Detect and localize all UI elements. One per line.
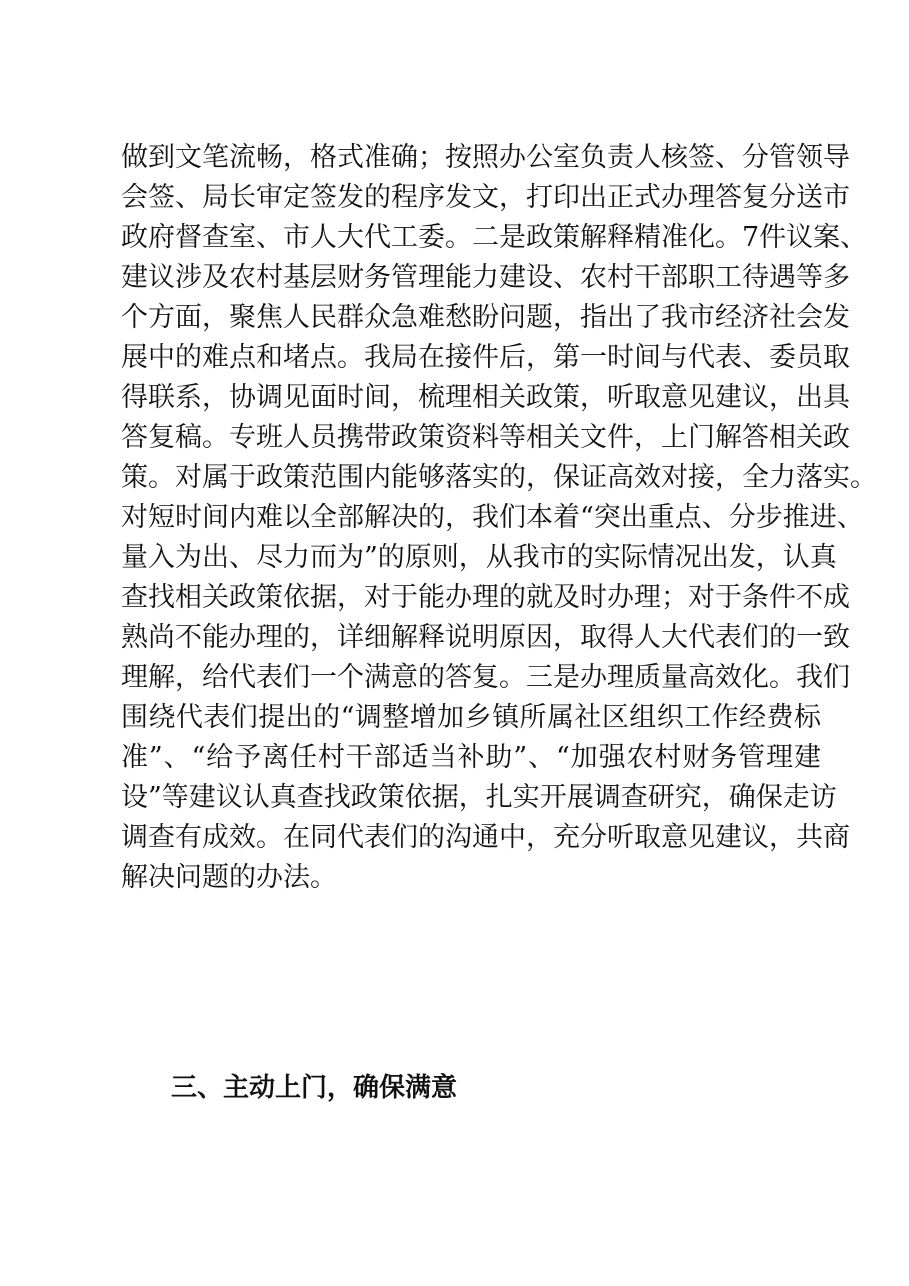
paragraph-line: 做到文笔流畅，格式准确；按照办公室负责人核签、分管领导	[121, 142, 850, 173]
paragraph-line: 围绕代表们提出的“调整增加乡镇所属社区组织工作经费标	[121, 702, 821, 733]
paragraph-line: 理解，给代表们一个满意的答复。三是办理质量高效化。我们	[121, 662, 850, 693]
paragraph-line: 建议涉及农村基层财务管理能力建设、农村干部职工待遇等多	[121, 262, 850, 293]
paragraph-line: 熟尚不能办理的，详细解释说明原因，取得人大代表们的一致	[121, 622, 850, 653]
section-heading: 三、主动上门，确保满意	[171, 1073, 458, 1103]
paragraph-line: 策。对属于政策范围内能够落实的，保证高效对接，全力落实。	[121, 462, 877, 493]
paragraph-line: 答复稿。专班人员携带政策资料等相关文件，上门解答相关政	[121, 422, 850, 453]
paragraph-line: 查找相关政策依据，对于能办理的就及时办理；对于条件不成	[121, 582, 850, 613]
paragraph-line: 量入为出、尽力而为”的原则，从我市的实际情况出发，认真	[121, 542, 837, 573]
body-paragraph	[121, 138, 877, 898]
paragraph-line: 解决问题的办法。	[121, 862, 337, 893]
paragraph-line: 准”、“给予离任村干部适当补助”、“加强农村财务管理建	[121, 742, 821, 773]
paragraph-line: 得联系，协调见面时间，梳理相关政策，听取意见建议，出具	[121, 382, 850, 413]
paragraph-line: 会签、局长审定签发的程序发文，打印出正式办理答复分送市	[121, 182, 850, 213]
paragraph-line: 政府督查室、市人大代工委。二是政策解释精准化。7件议案、	[121, 222, 868, 253]
paragraph-line: 设”等建议认真查找政策依据，扎实开展调查研究，确保走访	[121, 782, 837, 813]
paragraph-line: 个方面，聚焦人民群众急难愁盼问题，指出了我市经济社会发	[121, 302, 850, 333]
paragraph-line: 调查有成效。在同代表们的沟通中，充分听取意见建议，共商	[121, 822, 850, 853]
paragraph-line: 展中的难点和堵点。我局在接件后，第一时间与代表、委员取	[121, 342, 850, 373]
paragraph-line: 对短时间内难以全部解决的，我们本着“突出重点、分步推进、	[121, 502, 864, 533]
